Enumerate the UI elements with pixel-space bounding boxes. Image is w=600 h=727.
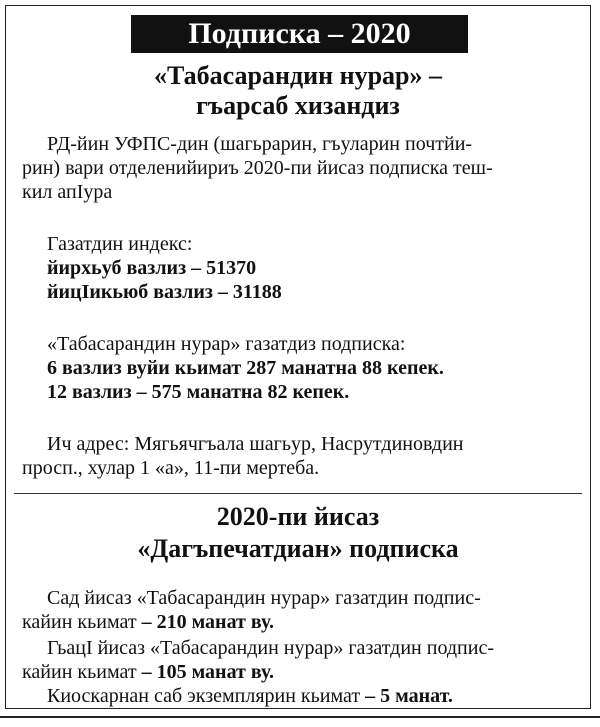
intro-line-2: рин) вари отделенийириъ 2020-пи йисаз подписка теш- — [22, 157, 493, 179]
price-twelve-month: 12 вазлиз – 575 манатна 82 кепек. — [47, 381, 350, 403]
section1-heading-line2: гъарсаб хизандиз — [196, 91, 400, 120]
para2-line-1: ГьацI йисаз «Табасарандин нурар» газатдин подпис- — [47, 637, 495, 659]
para2-line-2-text: кайин кьимат — [22, 661, 137, 683]
price-six-month: 6 вазлиз вуйи кьимат 287 манатна 88 кепек. — [47, 357, 444, 379]
subscription-label: «Табасарандин нурар» газатдиз подписка: — [47, 333, 406, 355]
section-divider — [14, 493, 582, 494]
para3-line — [47, 684, 453, 708]
index-six-month: йирхьуб вазлиз – 51370 — [47, 257, 257, 279]
section2-heading-line1: 2020-пи йисаз — [216, 502, 380, 531]
para3-text: Киоскарнан саб экземплярин кьимат — [47, 685, 361, 707]
address-line-1: Ич адрес: Мягьячгъала шагьур, Насрутдиновдин — [47, 433, 464, 455]
index-label: Газатдин индекс: — [47, 233, 193, 255]
intro-line-1: РД-йин УФПС-дин (шагьрарин, гъуларин почтйи- — [47, 133, 473, 155]
para1-line-1: Сад йисаз «Табасарандин нурар» газатдин подпис- — [47, 587, 481, 609]
index-twelve-month: йицIикьюб вазлиз – 31188 — [47, 281, 282, 303]
para3-price: – 5 манат. — [360, 685, 453, 707]
address-line-2: просп., хулар 1 «а», 11-пи мертеба. — [22, 457, 320, 479]
para2-price: – 105 манат ву. — [136, 661, 274, 683]
para2-line-2 — [22, 660, 274, 684]
bottom-rule — [0, 716, 600, 718]
para1-price: – 210 манат ву. — [136, 611, 274, 633]
intro-line-3: кил апIура — [22, 181, 113, 203]
section2-heading-line2: «Дагъпечатдиан» подписка — [137, 534, 459, 563]
para1-line-2-text: кайин кьимат — [22, 611, 137, 633]
para1-line-2 — [22, 610, 274, 634]
section1-heading-line1: «Табасарандин нурар» – — [153, 61, 442, 90]
subscription-banner: Подписка – 2020 — [131, 15, 468, 53]
